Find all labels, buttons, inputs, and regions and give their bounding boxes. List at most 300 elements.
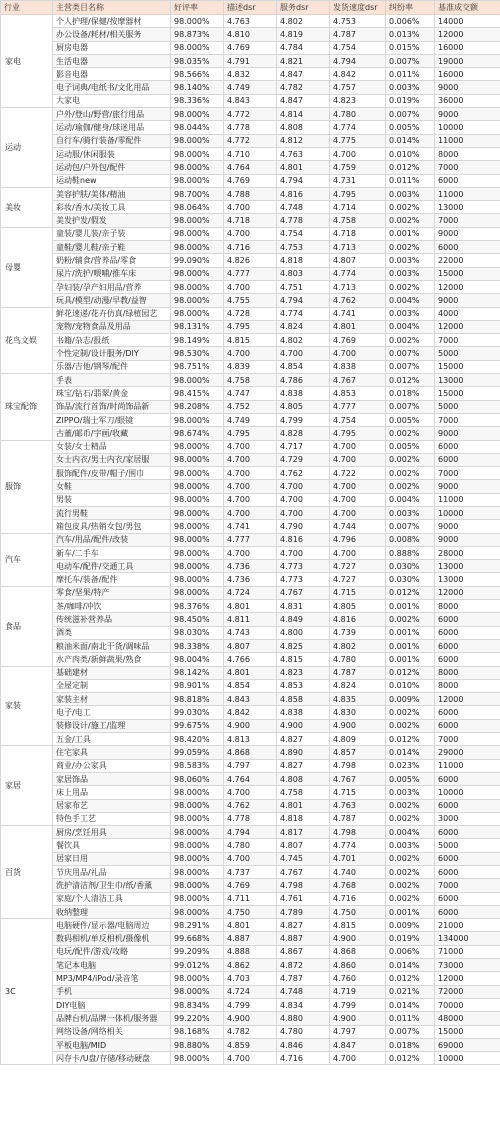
dispute-rate-cell: 0.010%: [386, 679, 435, 692]
positive-rate-cell: 98.000%: [171, 506, 224, 519]
description-dsr-cell: 4.700: [224, 347, 277, 360]
description-dsr-cell: 4.749: [224, 81, 277, 94]
positive-rate-cell: 98.873%: [171, 28, 224, 41]
shipping-dsr-cell: 4.739: [330, 626, 386, 639]
positive-rate-cell: 98.000%: [171, 307, 224, 320]
benchmark-gmv-cell: 6000: [435, 826, 500, 839]
service-dsr-cell: 4.808: [277, 772, 330, 785]
table-row: [1, 959, 500, 972]
benchmark-gmv-cell: 6000: [435, 626, 500, 639]
benchmark-gmv-cell: 6000: [435, 453, 500, 466]
benchmark-gmv-cell: 10000: [435, 1052, 500, 1065]
service-dsr-cell: 4.729: [277, 453, 330, 466]
shipping-dsr-cell: 4.700: [330, 546, 386, 559]
description-dsr-cell: 4.810: [224, 28, 277, 41]
header-industry: 行业: [1, 1, 53, 15]
table-row: [1, 666, 500, 679]
positive-rate-cell: 98.000%: [171, 413, 224, 426]
service-dsr-cell: 4.802: [277, 334, 330, 347]
dispute-rate-cell: 0.014%: [386, 998, 435, 1011]
category-cell: 手机: [53, 985, 171, 998]
service-dsr-cell: 4.754: [277, 227, 330, 240]
description-dsr-cell: 4.700: [224, 467, 277, 480]
category-cell: 住宅家具: [53, 746, 171, 759]
positive-rate-cell: 98.000%: [171, 839, 224, 852]
service-dsr-cell: 4.854: [277, 360, 330, 373]
category-cell: 影音电器: [53, 68, 171, 81]
table-row: [1, 706, 500, 719]
service-dsr-cell: 4.700: [277, 546, 330, 559]
shipping-dsr-cell: 4.774: [330, 121, 386, 134]
service-dsr-cell: 4.828: [277, 427, 330, 440]
benchmark-gmv-cell: 6000: [435, 706, 500, 719]
positive-rate-cell: 98.000%: [171, 267, 224, 280]
shipping-dsr-cell: 4.731: [330, 174, 386, 187]
positive-rate-cell: 98.338%: [171, 639, 224, 652]
benchmark-gmv-cell: 12000: [435, 320, 500, 333]
dispute-rate-cell: 0.007%: [386, 1025, 435, 1038]
description-dsr-cell: 4.801: [224, 600, 277, 613]
dispute-rate-cell: 0.019%: [386, 932, 435, 945]
shipping-dsr-cell: 4.727: [330, 560, 386, 573]
positive-rate-cell: 99.209%: [171, 945, 224, 958]
service-dsr-cell: 4.831: [277, 600, 330, 613]
table-row: [1, 201, 500, 214]
table-row: [1, 613, 500, 626]
positive-rate-cell: 98.291%: [171, 919, 224, 932]
benchmark-gmv-cell: 71000: [435, 945, 500, 958]
service-dsr-cell: 4.838: [277, 706, 330, 719]
dispute-rate-cell: 0.003%: [386, 307, 435, 320]
benchmark-gmv-cell: 9000: [435, 427, 500, 440]
table-row: [1, 520, 500, 533]
benchmark-gmv-cell: 12000: [435, 693, 500, 706]
category-cell: 零食/坚果/特产: [53, 586, 171, 599]
dispute-rate-cell: 0.002%: [386, 866, 435, 879]
positive-rate-cell: 98.000%: [171, 852, 224, 865]
positive-rate-cell: 98.000%: [171, 985, 224, 998]
shipping-dsr-cell: 4.780: [330, 653, 386, 666]
shipping-dsr-cell: 4.795: [330, 187, 386, 200]
shipping-dsr-cell: 4.701: [330, 852, 386, 865]
dispute-rate-cell: 0.007%: [386, 520, 435, 533]
description-dsr-cell: 4.843: [224, 693, 277, 706]
category-cell: 摩托车/装备/配件: [53, 573, 171, 586]
description-dsr-cell: 4.801: [224, 666, 277, 679]
positive-rate-cell: 98.000%: [171, 1052, 224, 1065]
table-row: [1, 108, 500, 121]
benchmark-gmv-cell: 9000: [435, 533, 500, 546]
header-row: [1, 1, 500, 15]
positive-rate-cell: 98.000%: [171, 879, 224, 892]
category-cell: 大家电: [53, 94, 171, 107]
benchmark-gmv-cell: 6000: [435, 799, 500, 812]
benchmark-gmv-cell: 6000: [435, 613, 500, 626]
dispute-rate-cell: 0.014%: [386, 134, 435, 147]
benchmark-gmv-cell: 7000: [435, 879, 500, 892]
header-dispute-rate: 纠纷率: [386, 1, 435, 15]
category-cell: 节庆用品/礼品: [53, 866, 171, 879]
benchmark-gmv-cell: 8000: [435, 679, 500, 692]
description-dsr-cell: 4.788: [224, 187, 277, 200]
benchmark-gmv-cell: 11000: [435, 759, 500, 772]
table-row: [1, 586, 500, 599]
table-row: [1, 121, 500, 134]
table-row: [1, 852, 500, 865]
category-cell: 尿片/洗护/喂哺/推车床: [53, 267, 171, 280]
dispute-rate-cell: 0.002%: [386, 892, 435, 905]
description-dsr-cell: 4.769: [224, 174, 277, 187]
table-row: [1, 812, 500, 825]
description-dsr-cell: 4.700: [224, 786, 277, 799]
description-dsr-cell: 4.763: [224, 15, 277, 28]
table-row: [1, 998, 500, 1011]
dispute-rate-cell: 0.012%: [386, 972, 435, 985]
service-dsr-cell: 4.751: [277, 280, 330, 293]
table-row: [1, 360, 500, 373]
benchmark-gmv-cell: 8000: [435, 666, 500, 679]
description-dsr-cell: 4.724: [224, 985, 277, 998]
service-dsr-cell: 4.774: [277, 307, 330, 320]
table-row: [1, 772, 500, 785]
description-dsr-cell: 4.868: [224, 746, 277, 759]
positive-rate-cell: 99.668%: [171, 932, 224, 945]
description-dsr-cell: 4.791: [224, 54, 277, 67]
benchmark-gmv-cell: 22000: [435, 254, 500, 267]
dispute-rate-cell: 0.005%: [386, 413, 435, 426]
service-dsr-cell: 4.817: [277, 826, 330, 839]
benchmark-gmv-cell: 19000: [435, 54, 500, 67]
dispute-rate-cell: 0.011%: [386, 1012, 435, 1025]
service-dsr-cell: 4.790: [277, 520, 330, 533]
category-cell: 全屋定制: [53, 679, 171, 692]
benchmark-gmv-cell: 73000: [435, 959, 500, 972]
description-dsr-cell: 4.842: [224, 706, 277, 719]
service-dsr-cell: 4.890: [277, 746, 330, 759]
table-row: [1, 919, 500, 932]
dispute-rate-cell: 0.030%: [386, 573, 435, 586]
category-cell: 酒类: [53, 626, 171, 639]
positive-rate-cell: 98.000%: [171, 826, 224, 839]
table-row: [1, 214, 500, 227]
description-dsr-cell: 4.710: [224, 147, 277, 160]
shipping-dsr-cell: 4.750: [330, 905, 386, 918]
positive-rate-cell: 98.000%: [171, 174, 224, 187]
dispute-rate-cell: 0.009%: [386, 693, 435, 706]
category-cell: 乐器/吉他/钢琴/配件: [53, 360, 171, 373]
shipping-dsr-cell: 4.801: [330, 320, 386, 333]
dispute-rate-cell: 0.001%: [386, 227, 435, 240]
positive-rate-cell: 98.901%: [171, 679, 224, 692]
shipping-dsr-cell: 4.860: [330, 959, 386, 972]
shipping-dsr-cell: 4.700: [330, 347, 386, 360]
service-dsr-cell: 4.827: [277, 733, 330, 746]
shipping-dsr-cell: 4.722: [330, 467, 386, 480]
shipping-dsr-cell: 4.740: [330, 866, 386, 879]
positive-rate-cell: 98.000%: [171, 533, 224, 546]
positive-rate-cell: 98.000%: [171, 41, 224, 54]
dispute-rate-cell: 0.007%: [386, 347, 435, 360]
category-cell: 居家布艺: [53, 799, 171, 812]
description-dsr-cell: 4.859: [224, 1038, 277, 1051]
category-cell: 电动车/配件/交通工具: [53, 560, 171, 573]
table-header: [1, 1, 500, 15]
table-row: [1, 187, 500, 200]
category-cell: 家居饰品: [53, 772, 171, 785]
benchmark-gmv-cell: 7000: [435, 413, 500, 426]
dispute-rate-cell: 0.009%: [386, 919, 435, 932]
category-cell: 传统滋补营养品: [53, 613, 171, 626]
positive-rate-cell: 98.000%: [171, 108, 224, 121]
dispute-rate-cell: 0.007%: [386, 360, 435, 373]
description-dsr-cell: 4.755: [224, 294, 277, 307]
table-row: [1, 972, 500, 985]
table-row: [1, 453, 500, 466]
positive-rate-cell: 98.131%: [171, 320, 224, 333]
dispute-rate-cell: 0.003%: [386, 187, 435, 200]
benchmark-gmv-cell: 11000: [435, 187, 500, 200]
description-dsr-cell: 4.815: [224, 334, 277, 347]
table-row: [1, 932, 500, 945]
dispute-rate-cell: 0.003%: [386, 506, 435, 519]
shipping-dsr-cell: 4.900: [330, 1012, 386, 1025]
table-row: [1, 826, 500, 839]
description-dsr-cell: 4.700: [224, 227, 277, 240]
table-row: [1, 241, 500, 254]
service-dsr-cell: 4.700: [277, 347, 330, 360]
category-cell: 床上用品: [53, 786, 171, 799]
table-row: [1, 467, 500, 480]
shipping-dsr-cell: 4.700: [330, 1052, 386, 1065]
table-row: [1, 679, 500, 692]
table-row: [1, 254, 500, 267]
category-cell: 数码相机/单反相机/摄像机: [53, 932, 171, 945]
benchmark-gmv-cell: 7000: [435, 334, 500, 347]
positive-rate-cell: 98.000%: [171, 799, 224, 812]
category-cell: 装修设计/施工/监理: [53, 719, 171, 732]
description-dsr-cell: 4.854: [224, 679, 277, 692]
positive-rate-cell: 98.168%: [171, 1025, 224, 1038]
dispute-rate-cell: 0.001%: [386, 653, 435, 666]
dispute-rate-cell: 0.004%: [386, 320, 435, 333]
dispute-rate-cell: 0.002%: [386, 852, 435, 865]
category-cell: 古董/邮币/字画/收藏: [53, 427, 171, 440]
service-dsr-cell: 4.787: [277, 972, 330, 985]
category-cell: 水产肉类/新鲜蔬果/熟食: [53, 653, 171, 666]
benchmark-gmv-cell: 21000: [435, 919, 500, 932]
service-dsr-cell: 4.798: [277, 879, 330, 892]
shipping-dsr-cell: 4.787: [330, 28, 386, 41]
table-row: [1, 786, 500, 799]
header-description-dsr: 描述dsr: [224, 1, 277, 15]
table-row: [1, 546, 500, 559]
industry-cell: 百货: [1, 826, 53, 919]
category-cell: 汽车/用品/配件/改装: [53, 533, 171, 546]
category-cell: 奶粉/辅食/营养品/零食: [53, 254, 171, 267]
benchmark-gmv-cell: 6000: [435, 653, 500, 666]
table-row: [1, 307, 500, 320]
table-row: [1, 653, 500, 666]
dispute-rate-cell: 0.002%: [386, 280, 435, 293]
shipping-dsr-cell: 4.700: [330, 440, 386, 453]
description-dsr-cell: 4.700: [224, 440, 277, 453]
benchmark-gmv-cell: 9000: [435, 108, 500, 121]
shipping-dsr-cell: 4.807: [330, 254, 386, 267]
benchmark-gmv-cell: 6000: [435, 241, 500, 254]
positive-rate-cell: 98.060%: [171, 772, 224, 785]
description-dsr-cell: 4.736: [224, 560, 277, 573]
description-dsr-cell: 4.826: [224, 254, 277, 267]
benchmark-gmv-cell: 15000: [435, 360, 500, 373]
description-dsr-cell: 4.843: [224, 94, 277, 107]
description-dsr-cell: 4.769: [224, 41, 277, 54]
dispute-rate-cell: 0.002%: [386, 719, 435, 732]
dispute-rate-cell: 0.002%: [386, 799, 435, 812]
dispute-rate-cell: 0.007%: [386, 108, 435, 121]
dispute-rate-cell: 0.001%: [386, 600, 435, 613]
service-dsr-cell: 4.767: [277, 586, 330, 599]
shipping-dsr-cell: 4.741: [330, 307, 386, 320]
table-row: [1, 493, 500, 506]
description-dsr-cell: 4.839: [224, 360, 277, 373]
description-dsr-cell: 4.750: [224, 905, 277, 918]
benchmark-gmv-cell: 36000: [435, 94, 500, 107]
dispute-rate-cell: 0.005%: [386, 440, 435, 453]
dispute-rate-cell: 0.015%: [386, 41, 435, 54]
table-row: [1, 693, 500, 706]
shipping-dsr-cell: 4.900: [330, 719, 386, 732]
category-cell: 电脑硬件/显示器/电脑周边: [53, 919, 171, 932]
shipping-dsr-cell: 4.796: [330, 533, 386, 546]
industry-cell: 美妆: [1, 187, 53, 227]
shipping-dsr-cell: 4.798: [330, 759, 386, 772]
description-dsr-cell: 4.711: [224, 892, 277, 905]
shipping-dsr-cell: 4.830: [330, 706, 386, 719]
description-dsr-cell: 4.766: [224, 653, 277, 666]
industry-cell: 家居: [1, 746, 53, 826]
table-row: [1, 985, 500, 998]
dispute-rate-cell: 0.013%: [386, 28, 435, 41]
table-row: [1, 413, 500, 426]
header-category: 主营类目名称: [53, 1, 171, 15]
category-cell: 珠宝/钻石/翡翠/黄金: [53, 387, 171, 400]
table-row: [1, 892, 500, 905]
service-dsr-cell: 4.853: [277, 679, 330, 692]
category-cell: 粮油米面/南北干货/调味品: [53, 639, 171, 652]
shipping-dsr-cell: 4.762: [330, 294, 386, 307]
dispute-rate-cell: 0.018%: [386, 387, 435, 400]
description-dsr-cell: 4.801: [224, 919, 277, 932]
category-cell: 女士内衣/男士内衣/家居服: [53, 453, 171, 466]
table-row: [1, 134, 500, 147]
positive-rate-cell: 98.000%: [171, 161, 224, 174]
category-cell: 五金/工具: [53, 733, 171, 746]
description-dsr-cell: 4.772: [224, 134, 277, 147]
positive-rate-cell: 98.000%: [171, 905, 224, 918]
description-dsr-cell: 4.700: [224, 506, 277, 519]
table-row: [1, 1052, 500, 1065]
category-cell: ZIPPO/瑞士军刀/眼镜: [53, 413, 171, 426]
shipping-dsr-cell: 4.727: [330, 573, 386, 586]
service-dsr-cell: 4.801: [277, 161, 330, 174]
benchmark-gmv-cell: 69000: [435, 1038, 500, 1051]
table-row: [1, 374, 500, 387]
shipping-dsr-cell: 4.763: [330, 799, 386, 812]
service-dsr-cell: 4.858: [277, 693, 330, 706]
service-dsr-cell: 4.717: [277, 440, 330, 453]
category-cell: 网络设备/网络相关: [53, 1025, 171, 1038]
positive-rate-cell: 98.000%: [171, 812, 224, 825]
positive-rate-cell: 98.000%: [171, 573, 224, 586]
description-dsr-cell: 4.700: [224, 453, 277, 466]
service-dsr-cell: 4.763: [277, 147, 330, 160]
service-dsr-cell: 4.794: [277, 174, 330, 187]
category-cell: 运动服/休闲服装: [53, 147, 171, 160]
benchmark-gmv-cell: 11000: [435, 493, 500, 506]
positive-rate-cell: 98.000%: [171, 520, 224, 533]
service-dsr-cell: 4.807: [277, 839, 330, 852]
dispute-rate-cell: 0.002%: [386, 201, 435, 214]
service-dsr-cell: 4.805: [277, 400, 330, 413]
description-dsr-cell: 4.747: [224, 387, 277, 400]
table-row: [1, 81, 500, 94]
service-dsr-cell: 4.748: [277, 985, 330, 998]
benchmark-gmv-cell: 13000: [435, 374, 500, 387]
benchmark-gmv-cell: 5000: [435, 400, 500, 413]
service-dsr-cell: 4.847: [277, 68, 330, 81]
description-dsr-cell: 4.700: [224, 546, 277, 559]
description-dsr-cell: 4.887: [224, 932, 277, 945]
positive-rate-cell: 98.751%: [171, 360, 224, 373]
description-dsr-cell: 4.811: [224, 613, 277, 626]
table-row: [1, 387, 500, 400]
shipping-dsr-cell: 4.847: [330, 1038, 386, 1051]
table-row: [1, 227, 500, 240]
category-cell: 美容护肤/美体/精油: [53, 187, 171, 200]
service-dsr-cell: 4.819: [277, 28, 330, 41]
positive-rate-cell: 98.880%: [171, 1038, 224, 1051]
shipping-dsr-cell: 4.716: [330, 892, 386, 905]
dispute-rate-cell: 0.007%: [386, 400, 435, 413]
description-dsr-cell: 4.772: [224, 108, 277, 121]
benchmark-gmv-cell: 14000: [435, 15, 500, 28]
benchmark-gmv-cell: 72000: [435, 985, 500, 998]
benchmark-gmv-cell: 6000: [435, 639, 500, 652]
service-dsr-cell: 4.872: [277, 959, 330, 972]
shipping-dsr-cell: 4.760: [330, 972, 386, 985]
table-row: [1, 440, 500, 453]
service-dsr-cell: 4.716: [277, 1052, 330, 1065]
benchmark-gmv-cell: 6000: [435, 866, 500, 879]
benchmark-gmv-cell: 10000: [435, 786, 500, 799]
service-dsr-cell: 4.814: [277, 108, 330, 121]
dispute-rate-cell: 0.003%: [386, 81, 435, 94]
positive-rate-cell: 98.674%: [171, 427, 224, 440]
service-dsr-cell: 4.700: [277, 480, 330, 493]
benchmark-gmv-cell: 6000: [435, 440, 500, 453]
table-row: [1, 533, 500, 546]
category-cell: 新车/二手车: [53, 546, 171, 559]
category-cell: 美发护发/假发: [53, 214, 171, 227]
benchmark-gmv-cell: 9000: [435, 227, 500, 240]
benchmark-gmv-cell: 16000: [435, 68, 500, 81]
positive-rate-cell: 98.000%: [171, 15, 224, 28]
table-row: [1, 1025, 500, 1038]
dispute-rate-cell: 0.007%: [386, 54, 435, 67]
shipping-dsr-cell: 4.700: [330, 147, 386, 160]
positive-rate-cell: 98.566%: [171, 68, 224, 81]
category-cell: 户外/登山/野营/旅行用品: [53, 108, 171, 121]
